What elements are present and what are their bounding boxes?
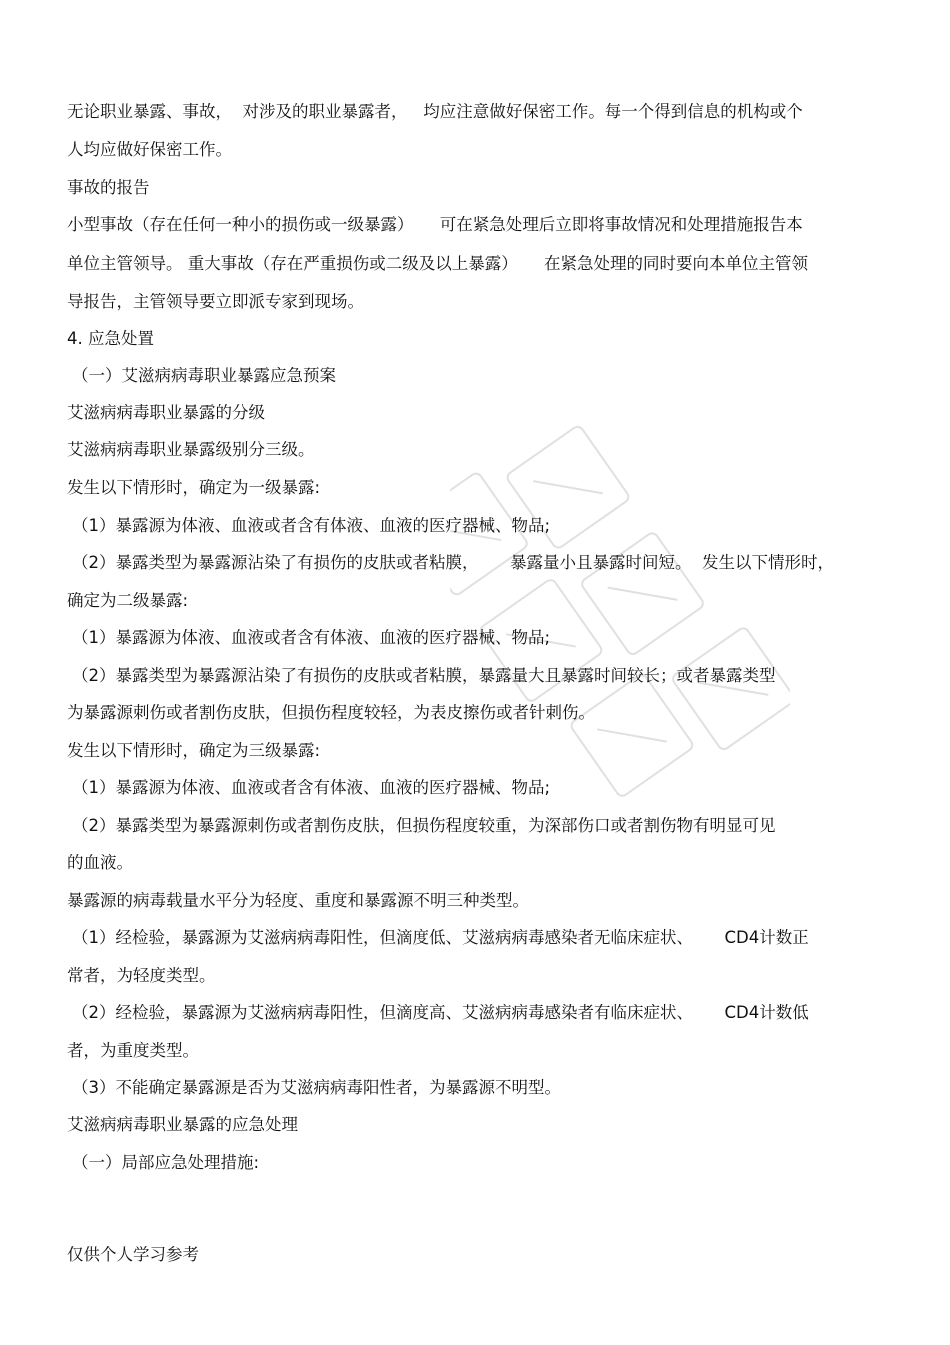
text-line: 艾滋病病毒职业暴露的应急处理 — [67, 1115, 298, 1134]
text-line: 艾滋病病毒职业暴露的分级 — [67, 403, 265, 422]
text-line: （1）暴露源为体液、血液或者含有体液、血液的医疗器械、物品; — [72, 778, 551, 797]
text-line: 发生以下情形时，确定为三级暴露: — [67, 741, 321, 760]
text-line: 确定为二级暴露: — [67, 591, 189, 610]
text-line: 的血液。 — [67, 853, 133, 872]
text-line: 导报告，主管领导要立即派专家到现场。 — [67, 292, 364, 311]
text-line: （1）暴露源为体液、血液或者含有体液、血液的医疗器械、物品; — [72, 628, 551, 647]
text-line: （2）暴露类型为暴露源刺伤或者割伤皮肤，但损伤程度较重，为深部伤口或者割伤物有明显可见 — [72, 816, 776, 835]
text-line: （1）经检验，暴露源为艾滋病病毒阳性，但滴度低、艾滋病病毒感染者无临床症状、 CD4计数正 — [72, 928, 809, 947]
text-line: 无论职业暴露、事故， 对涉及的职业暴露者， 均应注意做好保密工作。每一个得到信息的机构或个 — [67, 102, 803, 121]
text-line: （1）暴露源为体液、血液或者含有体液、血液的医疗器械、物品; — [72, 516, 551, 535]
text-line: （2）经检验，暴露源为艾滋病病毒阳性，但滴度高、艾滋病病毒感染者有临床症状、 CD4计数低 — [72, 1003, 809, 1022]
text-line: 单位主管领导。 重大事故（存在严重损伤或二级及以上暴露） 在紧急处理的同时要向本单位主管领 — [67, 254, 808, 273]
text-line: 艾滋病病毒职业暴露级别分三级。 — [67, 440, 315, 459]
text-line: 为暴露源刺伤或者割伤皮肤，但损伤程度较轻，为表皮擦伤或者针刺伤。 — [67, 703, 595, 722]
text-line: （一）艾滋病病毒职业暴露应急预案 — [72, 366, 336, 385]
text-line: 人均应做好保密工作。 — [67, 140, 232, 159]
footer-note: 仅供个人学习参考 — [67, 1245, 199, 1264]
text-line: 小型事故（存在任何一种小的损伤或一级暴露） 可在紧急处理后立即将事故情况和处理措施报告本 — [67, 215, 803, 234]
text-line: 暴露源的病毒载量水平分为轻度、重度和暴露源不明三种类型。 — [67, 891, 529, 910]
text-line: 者，为重度类型。 — [67, 1041, 199, 1060]
text-line: 发生以下情形时，确定为一级暴露: — [67, 478, 321, 497]
text-line: （2）暴露类型为暴露源沾染了有损伤的皮肤或者粘膜，暴露量大且暴露时间较长；或者暴露类型 — [72, 666, 776, 685]
text-line: （3）不能确定暴露源是否为艾滋病病毒阳性者，为暴露源不明型。 — [72, 1078, 561, 1097]
text-line: 常者，为轻度类型。 — [67, 966, 216, 985]
text-line: 4. 应急处置 — [67, 329, 154, 348]
text-line: 事故的报告 — [67, 178, 150, 197]
text-line: （2）暴露类型为暴露源沾染了有损伤的皮肤或者粘膜， 暴露量小且暴露时间短。 发生以下情形时， — [72, 553, 834, 572]
text-line: （一）局部应急处理措施: — [72, 1153, 260, 1172]
